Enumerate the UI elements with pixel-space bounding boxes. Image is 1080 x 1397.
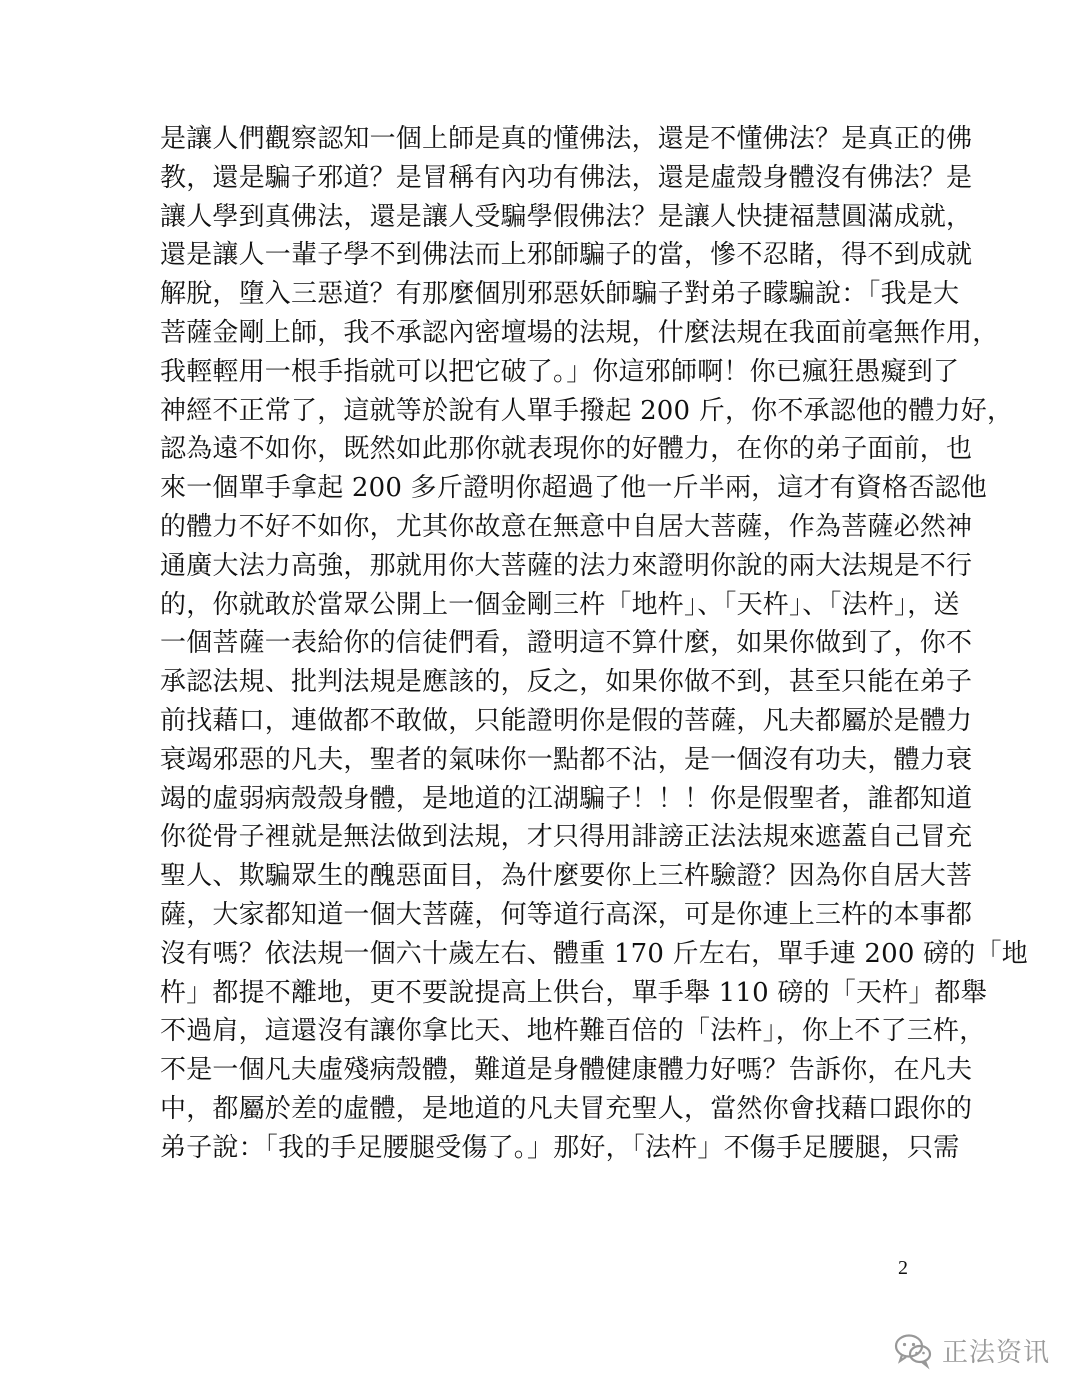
text-line: 解脫，墮入三惡道？有那麼個別邪惡妖師騙子對弟子矇騙說：「我是大 <box>160 279 960 310</box>
text-line: 沒有嗎？依法規一個六十歲左右、體重 170 斤左右，單手連 200 磅的「地 <box>160 938 1028 969</box>
text-line: 一個菩薩一表給你的信徒們看，證明這不算什麼，如果你做到了，你不 <box>160 628 973 659</box>
text-line: 通廣大法力高強，那就用你大菩薩的法力來證明你說的兩大法規是不行 <box>160 550 973 581</box>
text-line: 竭的虛弱病殼殼身體，是地道的江湖騙子！！！你是假聖者，誰都知道 <box>160 783 973 814</box>
text-line: 你從骨子裡就是無法做到法規，才只得用誹謗正法法規來遮蓋自己冒充 <box>160 822 973 853</box>
text-line: 還是讓人一輩子學不到佛法而上邪師騙子的當，慘不忍睹，得不到成就 <box>160 240 973 271</box>
watermark-text: 正法资讯 <box>942 1337 1051 1368</box>
text-line: 聖人、欺騙眾生的醜惡面目，為什麼要你上三杵驗證？因為你自居大菩 <box>160 861 973 892</box>
text-line: 讓人學到真佛法，還是讓人受騙學假佛法？是讓人快捷福慧圓滿成就， <box>160 201 973 232</box>
text-line: 承認法規、批判法規是應該的，反之，如果你做不到，甚至只能在弟子 <box>160 667 973 698</box>
text-line: 認為遠不如你，既然如此那你就表現你的好體力，在你的弟子面前，也 <box>160 434 973 465</box>
text-line: 的，你就敢於當眾公開上一個金剛三杵「地杵」、「天杵」、「法杵」，送 <box>160 589 960 620</box>
text-line: 薩，大家都知道一個大菩薩，何等道行高深，可是你連上三杵的本事都 <box>160 899 973 930</box>
text-line: 前找藉口，連做都不敢做，只能證明你是假的菩薩，凡夫都屬於是體力 <box>160 705 973 736</box>
text-line: 教，還是騙子邪道？是冒稱有內功有佛法，還是虛殼身體沒有佛法？是 <box>160 162 973 193</box>
text-line: 中，都屬於差的虛體，是地道的凡夫冒充聖人，當然你會找藉口跟你的 <box>160 1093 973 1124</box>
body-text <box>160 120 1028 1168</box>
page-number: 2 <box>898 1257 908 1279</box>
text-line: 我輕輕用一根手指就可以把它破了。」你這邪師啊！你已瘋狂愚癡到了 <box>160 356 960 387</box>
text-line: 不是一個凡夫虛殘病殼體，難道是身體健康體力好嗎？告訴你，在凡夫 <box>160 1055 973 1086</box>
text-line: 的體力不好不如你，尤其你故意在無意中自居大菩薩，作為菩薩必然神 <box>160 511 973 542</box>
text-line: 來一個單手拿起 200 多斤證明你超過了他一斤半兩，這才有資格否認他 <box>160 473 987 504</box>
watermark <box>892 1326 1050 1374</box>
text-line: 弟子說：「我的手足腰腿受傷了。」那好，「法杵」不傷手足腰腿，只需 <box>160 1132 960 1163</box>
text-line: 衰竭邪惡的凡夫，聖者的氣味你一點都不沾，是一個沒有功夫，體力衰 <box>160 744 973 775</box>
wechat-icon <box>892 1328 936 1372</box>
text-line: 菩薩金剛上師，我不承認內密壇場的法規，什麼法規在我面前毫無作用， <box>160 317 999 348</box>
text-line: 不過肩，這還沒有讓你拿比天、地杵難百倍的「法杵」，你上不了三杵， <box>160 1016 986 1047</box>
text-line: 杵」都提不離地，更不要說提高上供台，單手舉 110 磅的「天杵」都舉 <box>160 977 987 1008</box>
text-line: 神經不正常了，這就等於說有人單手撥起 200 斤，你不承認他的體力好， <box>160 395 1014 426</box>
text-line: 是讓人們觀察認知一個上師是真的懂佛法，還是不懂佛法？是真正的佛 <box>160 124 973 154</box>
